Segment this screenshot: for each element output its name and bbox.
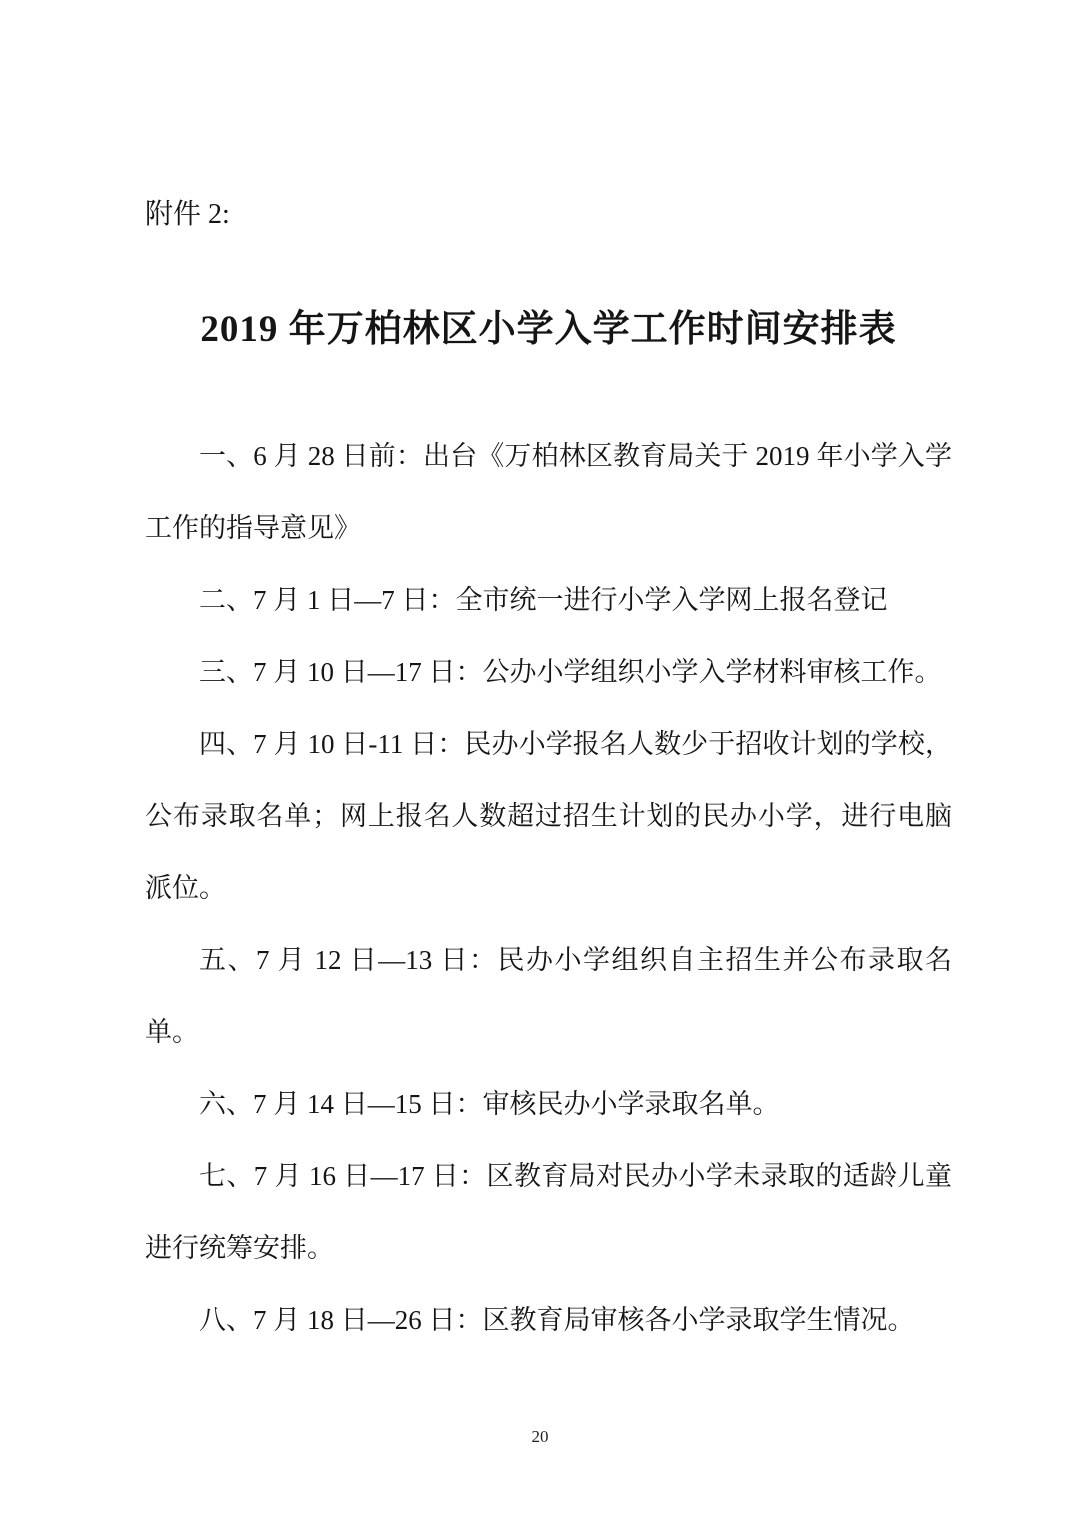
paragraph-6: 六、7 月 14 日—15 日：审核民办小学录取名单。 — [199, 1088, 780, 1119]
paragraph-1: 一、6 月 28 日前：出台《万柏林区教育局关于 2019 年小学入学工作的指导意见》 — [145, 440, 952, 543]
paragraph-2: 二、7 月 1 日—7 日：全市统一进行小学入学网上报名登记 — [199, 584, 888, 615]
document-title: 2019 年万柏林区小学入学工作时间安排表 — [200, 308, 897, 350]
paragraph-4: 四、7 月 10 日-11 日：民办小学报名人数少于招收计划的学校，公布录取名单；网上报名人数超过招生计划的民办小学，进行电脑派位。 — [145, 728, 952, 903]
paragraph-8: 八、7 月 18 日—26 日：区教育局审核各小学录取学生情况。 — [199, 1304, 915, 1335]
paragraph-7: 七、7 月 16 日—17 日：区教育局对民办小学未录取的适龄儿童进行统筹安排。 — [145, 1160, 952, 1263]
paragraph-5: 五、7 月 12 日—13 日：民办小学组织自主招生并公布录取名单。 — [145, 944, 952, 1047]
page-number: 20 — [531, 1427, 549, 1446]
paragraph-3: 三、7 月 10 日—17 日：公办小学组织小学入学材料审核工作。 — [199, 656, 942, 687]
document-body — [145, 420, 952, 1356]
attachment-label: 附件 2: — [145, 199, 230, 230]
